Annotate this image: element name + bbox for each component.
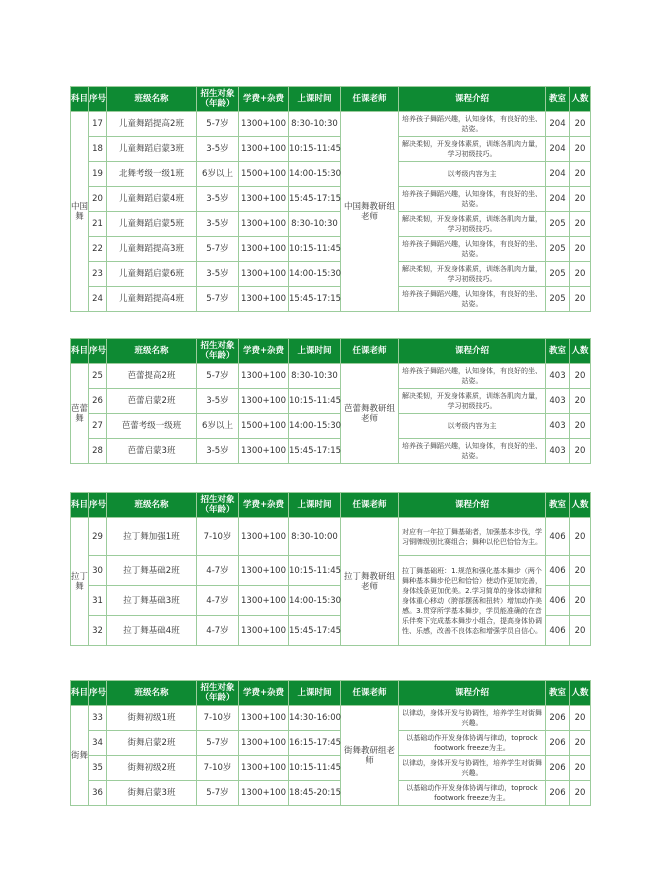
age-cell: 3-5岁 [197,137,239,162]
count-cell: 20 [570,518,591,556]
fee-cell: 1300+100 [239,556,289,586]
time-cell: 8:30-10:00 [289,518,341,556]
header-subject: 科目 [71,87,89,112]
intro-cell: 培养孩子舞蹈兴趣，认知身体，有良好的坐、站姿。 [399,112,546,137]
subject-cell: 街舞 [71,706,89,806]
header-row [71,681,591,706]
table-row [71,364,591,389]
seq-cell: 28 [89,439,107,464]
time-cell: 14:00-15:30 [289,162,341,187]
table-row [71,262,591,287]
header-count: 人数 [570,87,591,112]
room-cell: 406 [546,586,570,616]
fee-cell: 1300+100 [239,706,289,731]
count-cell: 20 [570,439,591,464]
room-cell: 403 [546,414,570,439]
table-row [71,237,591,262]
time-cell: 14:00-15:30 [289,414,341,439]
count-cell: 20 [570,287,591,312]
count-cell: 20 [570,237,591,262]
class-name-cell: 儿童舞蹈提高2班 [107,112,197,137]
header-age: 招生对象（年龄） [197,681,239,706]
seq-cell: 21 [89,212,107,237]
time-cell: 14:00-15:30 [289,586,341,616]
intro-cell: 培养孩子舞蹈兴趣，认知身体，有良好的坐、站姿。 [399,439,546,464]
header-fee: 学费+杂费 [239,681,289,706]
class-name-cell: 北舞考级一级1班 [107,162,197,187]
intro-cell: 拉丁舞基础班：1.规范和强化基本舞步（两个舞种基本舞步伦巴和恰恰）使动作更加完善，身体线条更加优美。2.学习简单的身体动律和身体重心移动（胯部摆荡和扭转）增加动作美感。3.贯穿所学基本舞步，学员能准确的在音乐伴奏下完成基本舞步小组合，提高身体协调性、乐感，改善不良体态和增强学员自信心。 [399,556,546,646]
class-name-cell: 街舞初级2班 [107,756,197,781]
age-cell: 5-7岁 [197,112,239,137]
class-name-cell: 儿童舞蹈启蒙3班 [107,137,197,162]
subject-cell: 中国舞 [71,112,89,312]
header-subject: 科目 [71,339,89,364]
schedule-table-ballet [70,338,591,464]
room-cell: 205 [546,212,570,237]
seq-cell: 24 [89,287,107,312]
age-cell: 3-5岁 [197,439,239,464]
count-cell: 20 [570,414,591,439]
class-name-cell: 儿童舞蹈启蒙4班 [107,187,197,212]
room-cell: 206 [546,706,570,731]
header-count: 人数 [570,339,591,364]
fee-cell: 1300+100 [239,518,289,556]
header-teacher: 任课老师 [341,339,399,364]
time-cell: 15:45-17:15 [289,287,341,312]
count-cell: 20 [570,781,591,806]
time-cell: 18:45-20:15 [289,781,341,806]
header-time: 上课时间 [289,681,341,706]
table-row [71,781,591,806]
subject-cell: 芭蕾舞 [71,364,89,464]
table-row [71,212,591,237]
header-intro: 课程介绍 [399,87,546,112]
intro-cell: 以律动，身体开发与协调性，培养学生对街舞兴趣。 [399,706,546,731]
seq-cell: 22 [89,237,107,262]
header-fee: 学费+杂费 [239,339,289,364]
table-row [71,706,591,731]
seq-cell: 32 [89,616,107,646]
table-row [71,518,591,556]
room-cell: 204 [546,112,570,137]
header-room: 教室 [546,493,570,518]
header-teacher: 任课老师 [341,493,399,518]
intro-cell: 解决柔韧，开发身体素质，训练各肌肉力量，学习初级技巧。 [399,389,546,414]
header-intro: 课程介绍 [399,493,546,518]
fee-cell: 1300+100 [239,586,289,616]
class-name-cell: 拉丁舞基础3班 [107,586,197,616]
fee-cell: 1300+100 [239,439,289,464]
age-cell: 3-5岁 [197,187,239,212]
intro-cell: 解决柔韧，开发身体素质，训练各肌肉力量，学习初级技巧。 [399,262,546,287]
age-cell: 7-10岁 [197,518,239,556]
count-cell: 20 [570,556,591,586]
header-age: 招生对象（年龄） [197,339,239,364]
seq-cell: 27 [89,414,107,439]
room-cell: 406 [546,616,570,646]
header-intro: 课程介绍 [399,339,546,364]
teacher-cell: 街舞教研组老师 [341,706,399,806]
intro-cell: 培养孩子舞蹈兴趣，认知身体，有良好的坐、站姿。 [399,364,546,389]
seq-cell: 29 [89,518,107,556]
intro-cell: 对应有一年拉丁舞基础者，加强基本步伐，学习铜牌级别比赛组合；舞种以伦巴恰恰为主。 [399,518,546,556]
intro-cell: 以律动，身体开发与协调性，培养学生对街舞兴趣。 [399,756,546,781]
time-cell: 8:30-10:30 [289,364,341,389]
table-row [71,756,591,781]
header-subject: 科目 [71,493,89,518]
fee-cell: 1300+100 [239,781,289,806]
header-age: 招生对象（年龄） [197,493,239,518]
room-cell: 206 [546,756,570,781]
fee-cell: 1500+100 [239,414,289,439]
count-cell: 20 [570,212,591,237]
count-cell: 20 [570,616,591,646]
teacher-cell: 拉丁舞教研组老师 [341,518,399,646]
table-row [71,112,591,137]
room-cell: 403 [546,389,570,414]
fee-cell: 1300+100 [239,187,289,212]
header-row [71,493,591,518]
intro-cell: 以基础动作开发身体协调与律动，toprock footwork freeze为主。 [399,781,546,806]
table-row [71,439,591,464]
intro-cell: 培养孩子舞蹈兴趣，认知身体，有良好的坐、站姿。 [399,237,546,262]
intro-cell: 培养孩子舞蹈兴趣，认知身体，有良好的坐、站姿。 [399,187,546,212]
schedule-table-street-dance [70,680,591,806]
time-cell: 8:30-10:30 [289,212,341,237]
class-name-cell: 芭蕾考级一级班 [107,414,197,439]
table-row [71,556,591,586]
time-cell: 10:15-11:45 [289,237,341,262]
age-cell: 7-10岁 [197,706,239,731]
class-name-cell: 芭蕾提高2班 [107,364,197,389]
age-cell: 3-5岁 [197,212,239,237]
header-fee: 学费+杂费 [239,87,289,112]
header-class-name: 班级名称 [107,339,197,364]
teacher-cell: 中国舞教研组老师 [341,112,399,312]
seq-cell: 35 [89,756,107,781]
class-name-cell: 儿童舞蹈启蒙5班 [107,212,197,237]
seq-cell: 25 [89,364,107,389]
table-row [71,187,591,212]
count-cell: 20 [570,731,591,756]
class-name-cell: 拉丁舞基础4班 [107,616,197,646]
seq-cell: 26 [89,389,107,414]
age-cell: 4-7岁 [197,616,239,646]
seq-cell: 30 [89,556,107,586]
header-teacher: 任课老师 [341,87,399,112]
seq-cell: 34 [89,731,107,756]
seq-cell: 18 [89,137,107,162]
header-class-name: 班级名称 [107,493,197,518]
fee-cell: 1300+100 [239,731,289,756]
count-cell: 20 [570,756,591,781]
intro-cell: 解决柔韧，开发身体素质，训练各肌肉力量，学习初级技巧。 [399,137,546,162]
table-row [71,414,591,439]
room-cell: 403 [546,364,570,389]
schedule-table-latin-dance [70,492,591,646]
class-name-cell: 芭蕾启蒙2班 [107,389,197,414]
time-cell: 10:15-11:45 [289,556,341,586]
age-cell: 5-7岁 [197,781,239,806]
time-cell: 10:15-11:45 [289,389,341,414]
room-cell: 406 [546,518,570,556]
count-cell: 20 [570,187,591,212]
header-fee: 学费+杂费 [239,493,289,518]
time-cell: 8:30-10:30 [289,112,341,137]
time-cell: 10:15-11:45 [289,756,341,781]
seq-cell: 17 [89,112,107,137]
header-age: 招生对象（年龄） [197,87,239,112]
count-cell: 20 [570,706,591,731]
age-cell: 4-7岁 [197,556,239,586]
intro-cell: 解决柔韧，开发身体素质，训练各肌肉力量，学习初级技巧。 [399,212,546,237]
subject-cell: 拉丁舞 [71,518,89,646]
count-cell: 20 [570,137,591,162]
count-cell: 20 [570,389,591,414]
table-row [71,731,591,756]
header-subject: 科目 [71,681,89,706]
intro-cell: 以考级内容为主 [399,162,546,187]
header-seq: 序号 [89,493,107,518]
age-cell: 5-7岁 [197,364,239,389]
intro-cell: 以考级内容为主 [399,414,546,439]
header-time: 上课时间 [289,493,341,518]
fee-cell: 1300+100 [239,237,289,262]
class-name-cell: 街舞初级1班 [107,706,197,731]
count-cell: 20 [570,586,591,616]
fee-cell: 1300+100 [239,287,289,312]
header-row [71,339,591,364]
time-cell: 15:45-17:45 [289,616,341,646]
table-row [71,389,591,414]
room-cell: 204 [546,187,570,212]
seq-cell: 23 [89,262,107,287]
seq-cell: 31 [89,586,107,616]
header-seq: 序号 [89,87,107,112]
fee-cell: 1300+100 [239,212,289,237]
seq-cell: 33 [89,706,107,731]
header-room: 教室 [546,339,570,364]
intro-cell: 培养孩子舞蹈兴趣，认知身体，有良好的坐、站姿。 [399,287,546,312]
header-room: 教室 [546,87,570,112]
fee-cell: 1300+100 [239,756,289,781]
time-cell: 15:45-17:15 [289,187,341,212]
room-cell: 206 [546,731,570,756]
intro-cell: 以基础动作开发身体协调与律动，toprock footwork freeze为主。 [399,731,546,756]
age-cell: 6岁以上 [197,162,239,187]
room-cell: 406 [546,556,570,586]
age-cell: 7-10岁 [197,756,239,781]
count-cell: 20 [570,162,591,187]
header-count: 人数 [570,493,591,518]
room-cell: 205 [546,287,570,312]
seq-cell: 36 [89,781,107,806]
fee-cell: 1300+100 [239,389,289,414]
room-cell: 403 [546,439,570,464]
class-name-cell: 拉丁舞加强1班 [107,518,197,556]
schedule-table-chinese-dance [70,86,591,312]
seq-cell: 20 [89,187,107,212]
age-cell: 5-7岁 [197,731,239,756]
time-cell: 14:00-15:30 [289,262,341,287]
time-cell: 10:15-11:45 [289,137,341,162]
header-count: 人数 [570,681,591,706]
count-cell: 20 [570,262,591,287]
time-cell: 14:30-16:00 [289,706,341,731]
age-cell: 3-5岁 [197,262,239,287]
fee-cell: 1300+100 [239,262,289,287]
fee-cell: 1300+100 [239,616,289,646]
fee-cell: 1300+100 [239,364,289,389]
header-seq: 序号 [89,681,107,706]
age-cell: 4-7岁 [197,586,239,616]
room-cell: 206 [546,781,570,806]
header-teacher: 任课老师 [341,681,399,706]
time-cell: 16:15-17:45 [289,731,341,756]
header-time: 上课时间 [289,87,341,112]
seq-cell: 19 [89,162,107,187]
room-cell: 204 [546,162,570,187]
class-name-cell: 街舞启蒙2班 [107,731,197,756]
header-row [71,87,591,112]
class-name-cell: 街舞启蒙3班 [107,781,197,806]
header-seq: 序号 [89,339,107,364]
teacher-cell: 芭蕾舞教研组老师 [341,364,399,464]
header-class-name: 班级名称 [107,681,197,706]
class-name-cell: 儿童舞蹈提高3班 [107,237,197,262]
header-intro: 课程介绍 [399,681,546,706]
count-cell: 20 [570,364,591,389]
table-row [71,287,591,312]
fee-cell: 1300+100 [239,112,289,137]
time-cell: 15:45-17:15 [289,439,341,464]
count-cell: 20 [570,112,591,137]
table-row [71,137,591,162]
age-cell: 5-7岁 [197,237,239,262]
room-cell: 205 [546,262,570,287]
room-cell: 205 [546,237,570,262]
header-class-name: 班级名称 [107,87,197,112]
header-room: 教室 [546,681,570,706]
table-row [71,162,591,187]
class-name-cell: 儿童舞蹈启蒙6班 [107,262,197,287]
age-cell: 5-7岁 [197,287,239,312]
header-time: 上课时间 [289,339,341,364]
class-name-cell: 儿童舞蹈提高4班 [107,287,197,312]
room-cell: 204 [546,137,570,162]
age-cell: 3-5岁 [197,389,239,414]
class-name-cell: 芭蕾启蒙3班 [107,439,197,464]
fee-cell: 1300+100 [239,137,289,162]
age-cell: 6岁以上 [197,414,239,439]
class-name-cell: 拉丁舞基础2班 [107,556,197,586]
fee-cell: 1500+100 [239,162,289,187]
